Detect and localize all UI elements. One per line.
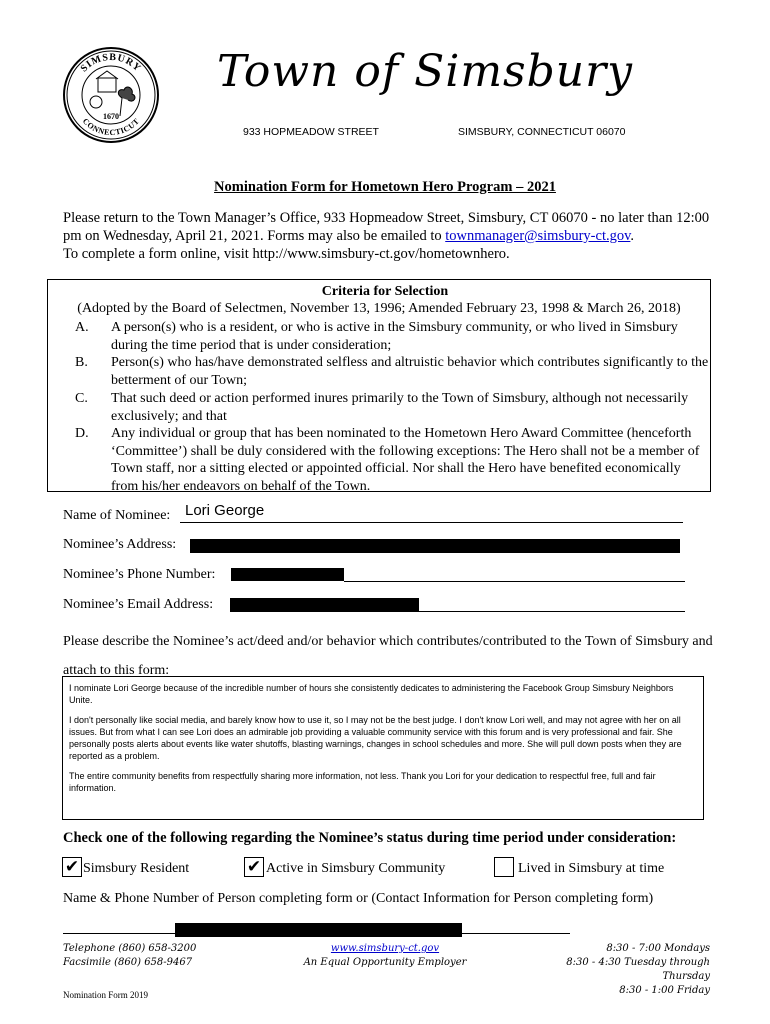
intro-text: Please return to the Town Manager’s Office, 933 Hopmeadow Street, Simsbury, CT 06070 - no later than 12:00 pm on Wednesday, April 21, 2021. Forms may also be emailed to bbox=[63, 210, 710, 244]
nominee-name-field[interactable]: Lori George bbox=[185, 502, 265, 519]
seal-bottom-text: CONNECTICUT bbox=[80, 116, 142, 138]
nominee-phone-label: Nominee’s Phone Number: bbox=[63, 567, 216, 582]
footer-contact bbox=[63, 942, 196, 970]
form-code: Nomination Form 2019 bbox=[63, 990, 148, 1000]
facsimile-text: Facsimile (860) 658-9467 bbox=[63, 957, 193, 968]
criteria-text: Any individual or group that has been nominated to the Hometown Hero Award Committee (henceforth ‘Committee’) shall be duly considered with the following exceptions: The Hero shall not be a member of Town staff, nor a sitting elected or appointed official. Nor shall the Hero have benefited economically from his/her endeavors on behalf of the Town. bbox=[111, 426, 700, 494]
description-paragraph: The entire community benefits from respectfully sharing more information, not less. Thank you Lori for your dedication to respectful free, full and fair information. bbox=[69, 771, 656, 793]
criteria-letter: D. bbox=[75, 426, 89, 441]
completer-label: Name & Phone Number of Person completing form or (Contact Information for Person completing form) bbox=[63, 891, 654, 906]
active-community-checkbox[interactable]: ✔ bbox=[244, 857, 264, 877]
footer-hours bbox=[530, 942, 710, 998]
hours-tue-thu: 8:30 - 4:30 Tuesday through Thursday bbox=[566, 957, 710, 982]
description-paragraph: I nominate Lori George because of the incredible number of hours she consistently dedicates to administering the Facebook Group Simsbury Neighbors Unite. bbox=[69, 683, 674, 705]
town-seal bbox=[62, 46, 160, 144]
email-underline bbox=[419, 611, 685, 612]
street-address: 933 HOPMEADOW STREET bbox=[243, 126, 379, 138]
hours-monday: 8:30 - 7:00 Mondays bbox=[606, 943, 710, 954]
seal-top-text: SIMSBURY bbox=[78, 51, 144, 75]
form-title: Nomination Form for Hometown Hero Program – 2021 bbox=[214, 179, 556, 195]
completer-underline bbox=[63, 933, 175, 934]
status-title: Check one of the following regarding the Nominee’s status during time period under consideration: bbox=[63, 830, 677, 846]
phone-underline bbox=[344, 581, 685, 582]
criteria-subtitle: (Adopted by the Board of Selectmen, November 13, 1996; Amended February 23, 1998 & March 26, 2018) bbox=[77, 301, 681, 316]
criteria-letter: C. bbox=[75, 391, 88, 406]
criteria-text: That such deed or action performed inures primarily to the Town of Simsbury, although not necessarily exclusively; and that bbox=[111, 391, 689, 424]
nominee-name-underline bbox=[180, 522, 683, 523]
criteria-text: Person(s) who has/have demonstrated selfless and altruistic behavior which contributes significantly to the betterment of our Town; bbox=[111, 355, 709, 388]
nominee-address-label: Nominee’s Address: bbox=[63, 537, 177, 552]
intro-period: . bbox=[630, 228, 635, 244]
redacted-address-field[interactable] bbox=[190, 539, 680, 553]
town-title: Town of Simsbury bbox=[216, 46, 634, 97]
employer-text: An Equal Opportunity Employer bbox=[303, 957, 467, 968]
resident-label: Simsbury Resident bbox=[83, 861, 190, 876]
website-link[interactable]: www.simsbury-ct.gov bbox=[330, 943, 440, 954]
redacted-completer-field[interactable] bbox=[175, 923, 462, 937]
city-address: SIMSBURY, CONNECTICUT 06070 bbox=[458, 126, 626, 138]
description-paragraph: I don't personally like social media, and barely know how to use it, so I may not be the best judge. I don't know Lori well, and may not agree with her on all issues. But from what I can see Lori does an admirable job providing a valuable community service with this forum and is very professional and fair. She personally posts alerts about events like water shutoffs, blasting warnings, changes in school schedules and more. She will pull down posts when they are reported as a problem. bbox=[69, 715, 682, 761]
footer-center bbox=[300, 942, 470, 970]
svg-text:SIMSBURY bbox=[79, 52, 144, 75]
intro-online-text: To complete a form online, visit http://www.simsbury-ct.gov/hometownhero. bbox=[63, 246, 510, 262]
criteria-letter: A. bbox=[75, 320, 89, 335]
intro-paragraph bbox=[63, 209, 713, 263]
seal-year: 1670 bbox=[103, 112, 119, 121]
description-label: Please describe the Nominee’s act/deed and/or behavior which contributes/contributed to the Town of Simsbury and attach to this form: bbox=[63, 634, 713, 678]
criteria-letter: B. bbox=[75, 355, 88, 370]
telephone-text: Telephone (860) 658-3200 bbox=[63, 943, 197, 954]
completer-underline-end bbox=[462, 933, 570, 934]
hours-friday: 8:30 - 1:00 Friday bbox=[619, 985, 710, 996]
description-textarea[interactable] bbox=[62, 676, 704, 820]
redacted-phone-field[interactable] bbox=[231, 568, 344, 581]
redacted-email-field[interactable] bbox=[230, 598, 419, 612]
nominee-name-label: Name of Nominee: bbox=[63, 508, 171, 523]
lived-in-simsbury-checkbox[interactable] bbox=[494, 857, 514, 877]
nominee-email-label: Nominee’s Email Address: bbox=[63, 597, 214, 612]
active-community-label: Active in Simsbury Community bbox=[266, 861, 446, 876]
criteria-title: Criteria for Selection bbox=[321, 284, 449, 299]
resident-checkbox[interactable]: ✔ bbox=[62, 857, 82, 877]
email-link[interactable]: townmanager@simsbury-ct.gov bbox=[445, 228, 631, 244]
criteria-text: A person(s) who is a resident, or who is active in the Simsbury community, or who lived in Simsbury during the time period that is under consideration; bbox=[111, 320, 678, 353]
lived-in-simsbury-label: Lived in Simsbury at time bbox=[518, 861, 665, 876]
